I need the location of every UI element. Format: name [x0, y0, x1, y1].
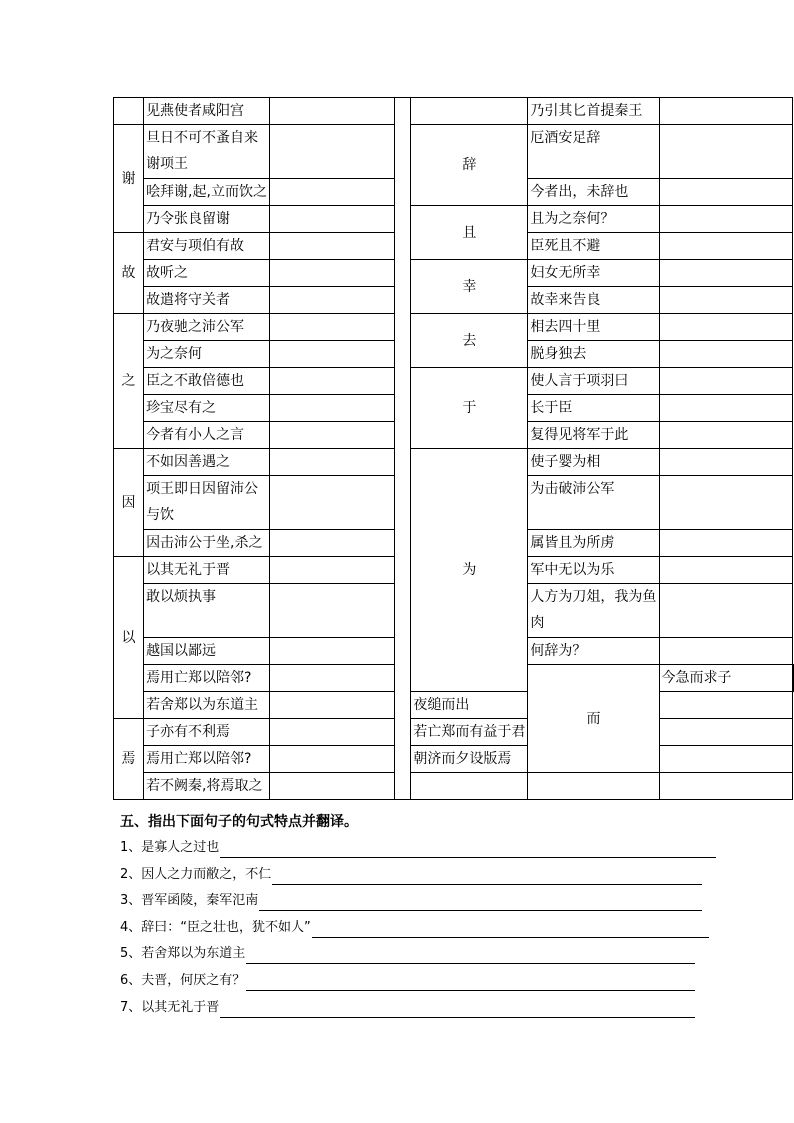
- question-text: 若舍郑以为东道主: [141, 946, 246, 962]
- answer-cell[interactable]: [269, 719, 394, 746]
- table-row: [114, 98, 794, 125]
- answer-cell[interactable]: [659, 557, 792, 584]
- question-text: 是寡人之过也: [141, 840, 220, 855]
- answer-cell[interactable]: [659, 368, 792, 395]
- example-sentence: 敢以烦执事: [144, 584, 270, 638]
- example-sentence: 乃夜驰之沛公军: [144, 314, 270, 341]
- question-text: 辞曰：“臣之壮也，犹不如人”: [141, 919, 311, 935]
- question-line: [120, 838, 716, 858]
- answer-cell[interactable]: [269, 98, 394, 125]
- example-sentence: 为击破沛公军: [528, 476, 659, 530]
- keyword-qu: 去: [411, 314, 528, 368]
- answer-blank[interactable]: [259, 894, 702, 911]
- question-number: 4、: [120, 919, 142, 935]
- keyword-yi: 以: [114, 557, 144, 719]
- table-row: [114, 368, 794, 395]
- example-sentence: 若不阙秦,将焉取之: [144, 773, 270, 800]
- answer-cell[interactable]: [659, 233, 792, 260]
- answer-cell[interactable]: [269, 125, 394, 179]
- table-row: [114, 125, 794, 179]
- answer-cell[interactable]: [269, 665, 394, 692]
- example-sentence: 长于臣: [528, 395, 659, 422]
- example-sentence: 故幸来告良: [528, 287, 659, 314]
- answer-cell[interactable]: [269, 368, 394, 395]
- table-row: [114, 719, 794, 746]
- answer-cell[interactable]: [269, 692, 394, 719]
- question-number: 5、: [120, 946, 142, 962]
- answer-cell[interactable]: [269, 314, 394, 341]
- answer-cell[interactable]: [269, 260, 394, 287]
- example-sentence: 夜缒而出: [411, 692, 528, 719]
- keyword-yu: 于: [411, 368, 528, 449]
- keyword-wei: 为: [411, 449, 528, 692]
- example-sentence: 乃引其匕首提秦王: [528, 98, 659, 125]
- answer-cell[interactable]: [269, 638, 394, 665]
- example-sentence: 子亦有不利焉: [144, 719, 270, 746]
- answer-cell[interactable]: [659, 179, 792, 206]
- keyword-right-0: [411, 98, 528, 125]
- question-text: 晋军函陵，秦军氾南: [141, 893, 259, 909]
- example-sentence: 珍宝尽有之: [144, 395, 270, 422]
- question-line: [120, 865, 702, 885]
- table-row: [114, 449, 794, 476]
- answer-cell[interactable]: [659, 287, 792, 314]
- example-sentence: 焉用亡郑以陪邻?: [144, 665, 270, 692]
- example-sentence: 臣之不敢倍德也: [144, 368, 270, 395]
- answer-cell[interactable]: [659, 584, 792, 638]
- example-sentence: 相去四十里: [528, 314, 659, 341]
- keyword-yan: 焉: [114, 719, 144, 800]
- keyword-yin: 因: [114, 449, 144, 557]
- example-sentence: [528, 773, 659, 800]
- answer-cell[interactable]: [269, 233, 394, 260]
- answer-blank[interactable]: [246, 947, 695, 964]
- answer-cell[interactable]: [659, 98, 792, 125]
- answer-cell[interactable]: [269, 395, 394, 422]
- answer-cell[interactable]: [659, 746, 792, 773]
- question-number: 6、: [120, 973, 142, 988]
- example-sentence: 乃令张良留谢: [144, 206, 270, 233]
- example-sentence: 朝济而夕设版焉: [411, 746, 528, 773]
- question-line: [120, 918, 709, 938]
- example-sentence: 旦日不可不蚤自来谢项王: [144, 125, 270, 179]
- example-sentence: 人方为刀俎，我为鱼肉: [528, 584, 659, 638]
- example-sentence: 脱身独去: [528, 341, 659, 368]
- question-text: 夫晋，何厌之有？: [141, 973, 246, 988]
- question-line: [120, 971, 695, 991]
- keyword-ci: 辞: [411, 125, 528, 206]
- answer-cell[interactable]: [269, 746, 394, 773]
- answer-cell[interactable]: [269, 773, 394, 800]
- table-row: [114, 692, 794, 719]
- answer-cell[interactable]: [269, 584, 394, 638]
- answer-cell[interactable]: [269, 449, 394, 476]
- question-number: 2、: [120, 866, 142, 882]
- answer-cell[interactable]: [659, 314, 792, 341]
- answer-blank[interactable]: [246, 974, 695, 991]
- section-title: 五、指出下面句子的句式特点并翻译。: [120, 814, 358, 830]
- keyword-zhi: 之: [114, 314, 144, 449]
- answer-cell[interactable]: [269, 206, 394, 233]
- keyword-qie: 且: [411, 206, 528, 260]
- question-number: 1、: [120, 840, 142, 855]
- answer-blank[interactable]: [220, 1001, 695, 1018]
- example-sentence: 且为之奈何？: [528, 206, 659, 233]
- example-sentence: 妇女无所幸: [528, 260, 659, 287]
- example-sentence: 因击沛公于坐,杀之: [144, 530, 270, 557]
- keyword-gu: 故: [114, 233, 144, 314]
- example-sentence: 今者有小人之言: [144, 422, 270, 449]
- question-text: 因人之力而敝之，不仁: [141, 866, 272, 882]
- answer-cell[interactable]: [659, 530, 792, 557]
- question-line: [120, 998, 695, 1018]
- answer-cell[interactable]: [659, 206, 792, 233]
- example-sentence: 哙拜谢,起,立而饮之: [144, 179, 270, 206]
- table-row: [114, 746, 794, 773]
- answer-cell[interactable]: [659, 449, 792, 476]
- example-sentence: 厄酒安足辞: [528, 125, 659, 179]
- vocabulary-table: [113, 97, 794, 800]
- answer-cell[interactable]: [659, 341, 792, 368]
- answer-cell[interactable]: [269, 287, 394, 314]
- answer-cell[interactable]: [659, 395, 792, 422]
- example-sentence: 军中无以为乐: [528, 557, 659, 584]
- example-sentence: 焉用亡郑以陪邻?: [144, 746, 270, 773]
- answer-cell[interactable]: [659, 719, 792, 746]
- answer-blank[interactable]: [312, 921, 709, 938]
- answer-cell[interactable]: [659, 692, 792, 719]
- question-line: [120, 944, 695, 964]
- example-sentence: 属皆且为所虏: [528, 530, 659, 557]
- answer-cell[interactable]: [269, 530, 394, 557]
- example-sentence: 使人言于项羽曰: [528, 368, 659, 395]
- answer-blank[interactable]: [220, 841, 716, 858]
- example-sentence: 何辞为？: [528, 638, 659, 665]
- keyword-xing: 幸: [411, 260, 528, 314]
- example-sentence: 不如因善遇之: [144, 449, 270, 476]
- answer-cell[interactable]: [659, 125, 792, 179]
- question-number: 7、: [120, 999, 142, 1015]
- answer-cell[interactable]: [659, 638, 792, 665]
- keyword-left-0: [114, 98, 144, 125]
- table-row: [114, 314, 794, 341]
- example-sentence: 越国以鄙远: [144, 638, 270, 665]
- answer-cell[interactable]: [269, 341, 394, 368]
- example-sentence: 使子婴为相: [528, 449, 659, 476]
- example-sentence: 为之奈何: [144, 341, 270, 368]
- keyword-er: 而: [528, 665, 659, 773]
- question-line: [120, 891, 702, 911]
- keyword-xie: 谢: [114, 125, 144, 233]
- keyword-right-last: [411, 773, 528, 800]
- answer-cell[interactable]: [659, 422, 792, 449]
- table-row: [114, 773, 794, 800]
- example-sentence: 项王即日因留沛公与饮: [144, 476, 270, 530]
- answer-cell[interactable]: [269, 557, 394, 584]
- example-sentence: 以其无礼于晋: [144, 557, 270, 584]
- example-sentence: 故遣将守关者: [144, 287, 270, 314]
- answer-blank[interactable]: [272, 868, 702, 885]
- answer-cell[interactable]: [793, 665, 794, 692]
- answer-cell[interactable]: [659, 476, 792, 530]
- table-row: [114, 206, 794, 233]
- example-sentence: 君安与项伯有故: [144, 233, 270, 260]
- answer-cell[interactable]: [659, 773, 792, 800]
- table-row: [114, 260, 794, 287]
- example-sentence: 见燕使者咸阳宫: [144, 98, 270, 125]
- example-sentence: 今者出，未辞也: [528, 179, 659, 206]
- example-sentence: 臣死且不避: [528, 233, 659, 260]
- example-sentence: 若舍郑以为东道主: [144, 692, 270, 719]
- answer-cell[interactable]: [269, 179, 394, 206]
- answer-cell[interactable]: [269, 476, 394, 530]
- example-sentence: 若亡郑而有益于君: [411, 719, 528, 746]
- example-sentence: 今急而求子: [659, 665, 792, 692]
- column-divider: [395, 98, 411, 800]
- answer-cell[interactable]: [269, 422, 394, 449]
- example-sentence: 复得见将军于此: [528, 422, 659, 449]
- question-number: 3、: [120, 893, 142, 909]
- answer-cell[interactable]: [659, 260, 792, 287]
- question-text: 以其无礼于晋: [141, 999, 220, 1015]
- example-sentence: 故听之: [144, 260, 270, 287]
